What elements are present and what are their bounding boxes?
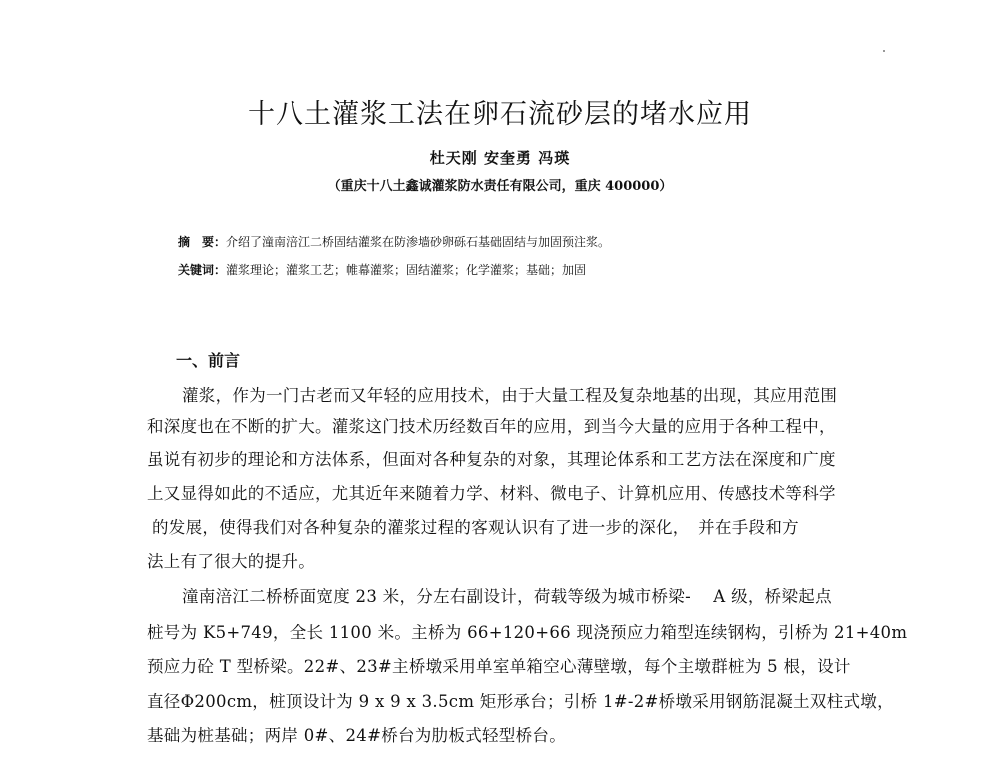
keywords-text: 灌浆理论；灌浆工艺；帷幕灌浆；固结灌浆；化学灌浆；基础；加固 xyxy=(226,263,587,277)
body-line: 虽说有初步的理论和方法体系，但面对各种复杂的对象，其理论体系和工艺方法在深度和广度 xyxy=(147,450,836,469)
body-line: 桩号为 K5+749，全长 1100 米。主桥为 66+120+66 现浇预应力箱型连续钢构，引桥为 21+40m xyxy=(147,623,908,642)
section-heading: 一、前言 xyxy=(176,351,241,370)
body-line: 的发展，使得我们对各种复杂的灌浆过程的客观认识有了进一步的深化， 并在手段和方 xyxy=(152,518,799,537)
scan-speck xyxy=(883,50,885,52)
abstract xyxy=(178,233,610,250)
abstract-text: 介绍了潼南涪江二桥固结灌浆在防渗墙砂卵砾石基础固结与加固预注浆。 xyxy=(226,235,611,249)
body-line: 法上有了很大的提升。 xyxy=(147,552,315,571)
body-line: 上又显得如此的不适应，尤其近年来随着力学、材料、微电子、计算机应用、传感技术等科学 xyxy=(147,484,836,503)
body-line: 预应力砼 T 型桥梁。22#、23#主桥墩采用单室单箱空心薄壁墩，每个主墩群桩为 5 根，设计 xyxy=(147,657,851,676)
paper-title: 十八土灌浆工法在卵石流砂层的堵水应用 xyxy=(248,99,752,130)
abstract-label: 摘 要： xyxy=(178,235,227,249)
body-line: 灌浆，作为一门古老而又年轻的应用技术，由于大量工程及复杂地基的出现，其应用范围 xyxy=(182,386,838,405)
body-line: 基础为桩基础；两岸 0#、24#桥台为肋板式轻型桥台。 xyxy=(147,726,566,745)
paper-affiliation: （重庆十八土鑫诚灌浆防水责任有限公司，重庆 400000） xyxy=(327,179,673,194)
body-line: 和深度也在不断的扩大。灌浆这门技术历经数百年的应用，到当今大量的应用于各种工程中， xyxy=(147,417,836,436)
paper-authors: 杜天刚 安奎勇 冯瑛 xyxy=(429,149,571,167)
body-line: 潼南涪江二桥桥面宽度 23 米，分左右副设计，荷载等级为城市桥梁- A 级，桥梁起点 xyxy=(182,587,832,606)
keywords xyxy=(178,261,586,278)
keywords-label: 关键词： xyxy=(178,263,227,277)
body-line: 直径Φ200cm，桩顶设计为 9 x 9 x 3.5cm 矩形承台；引桥 1#-2#桥墩采用钢筋混凝土双柱式墩， xyxy=(147,692,894,711)
